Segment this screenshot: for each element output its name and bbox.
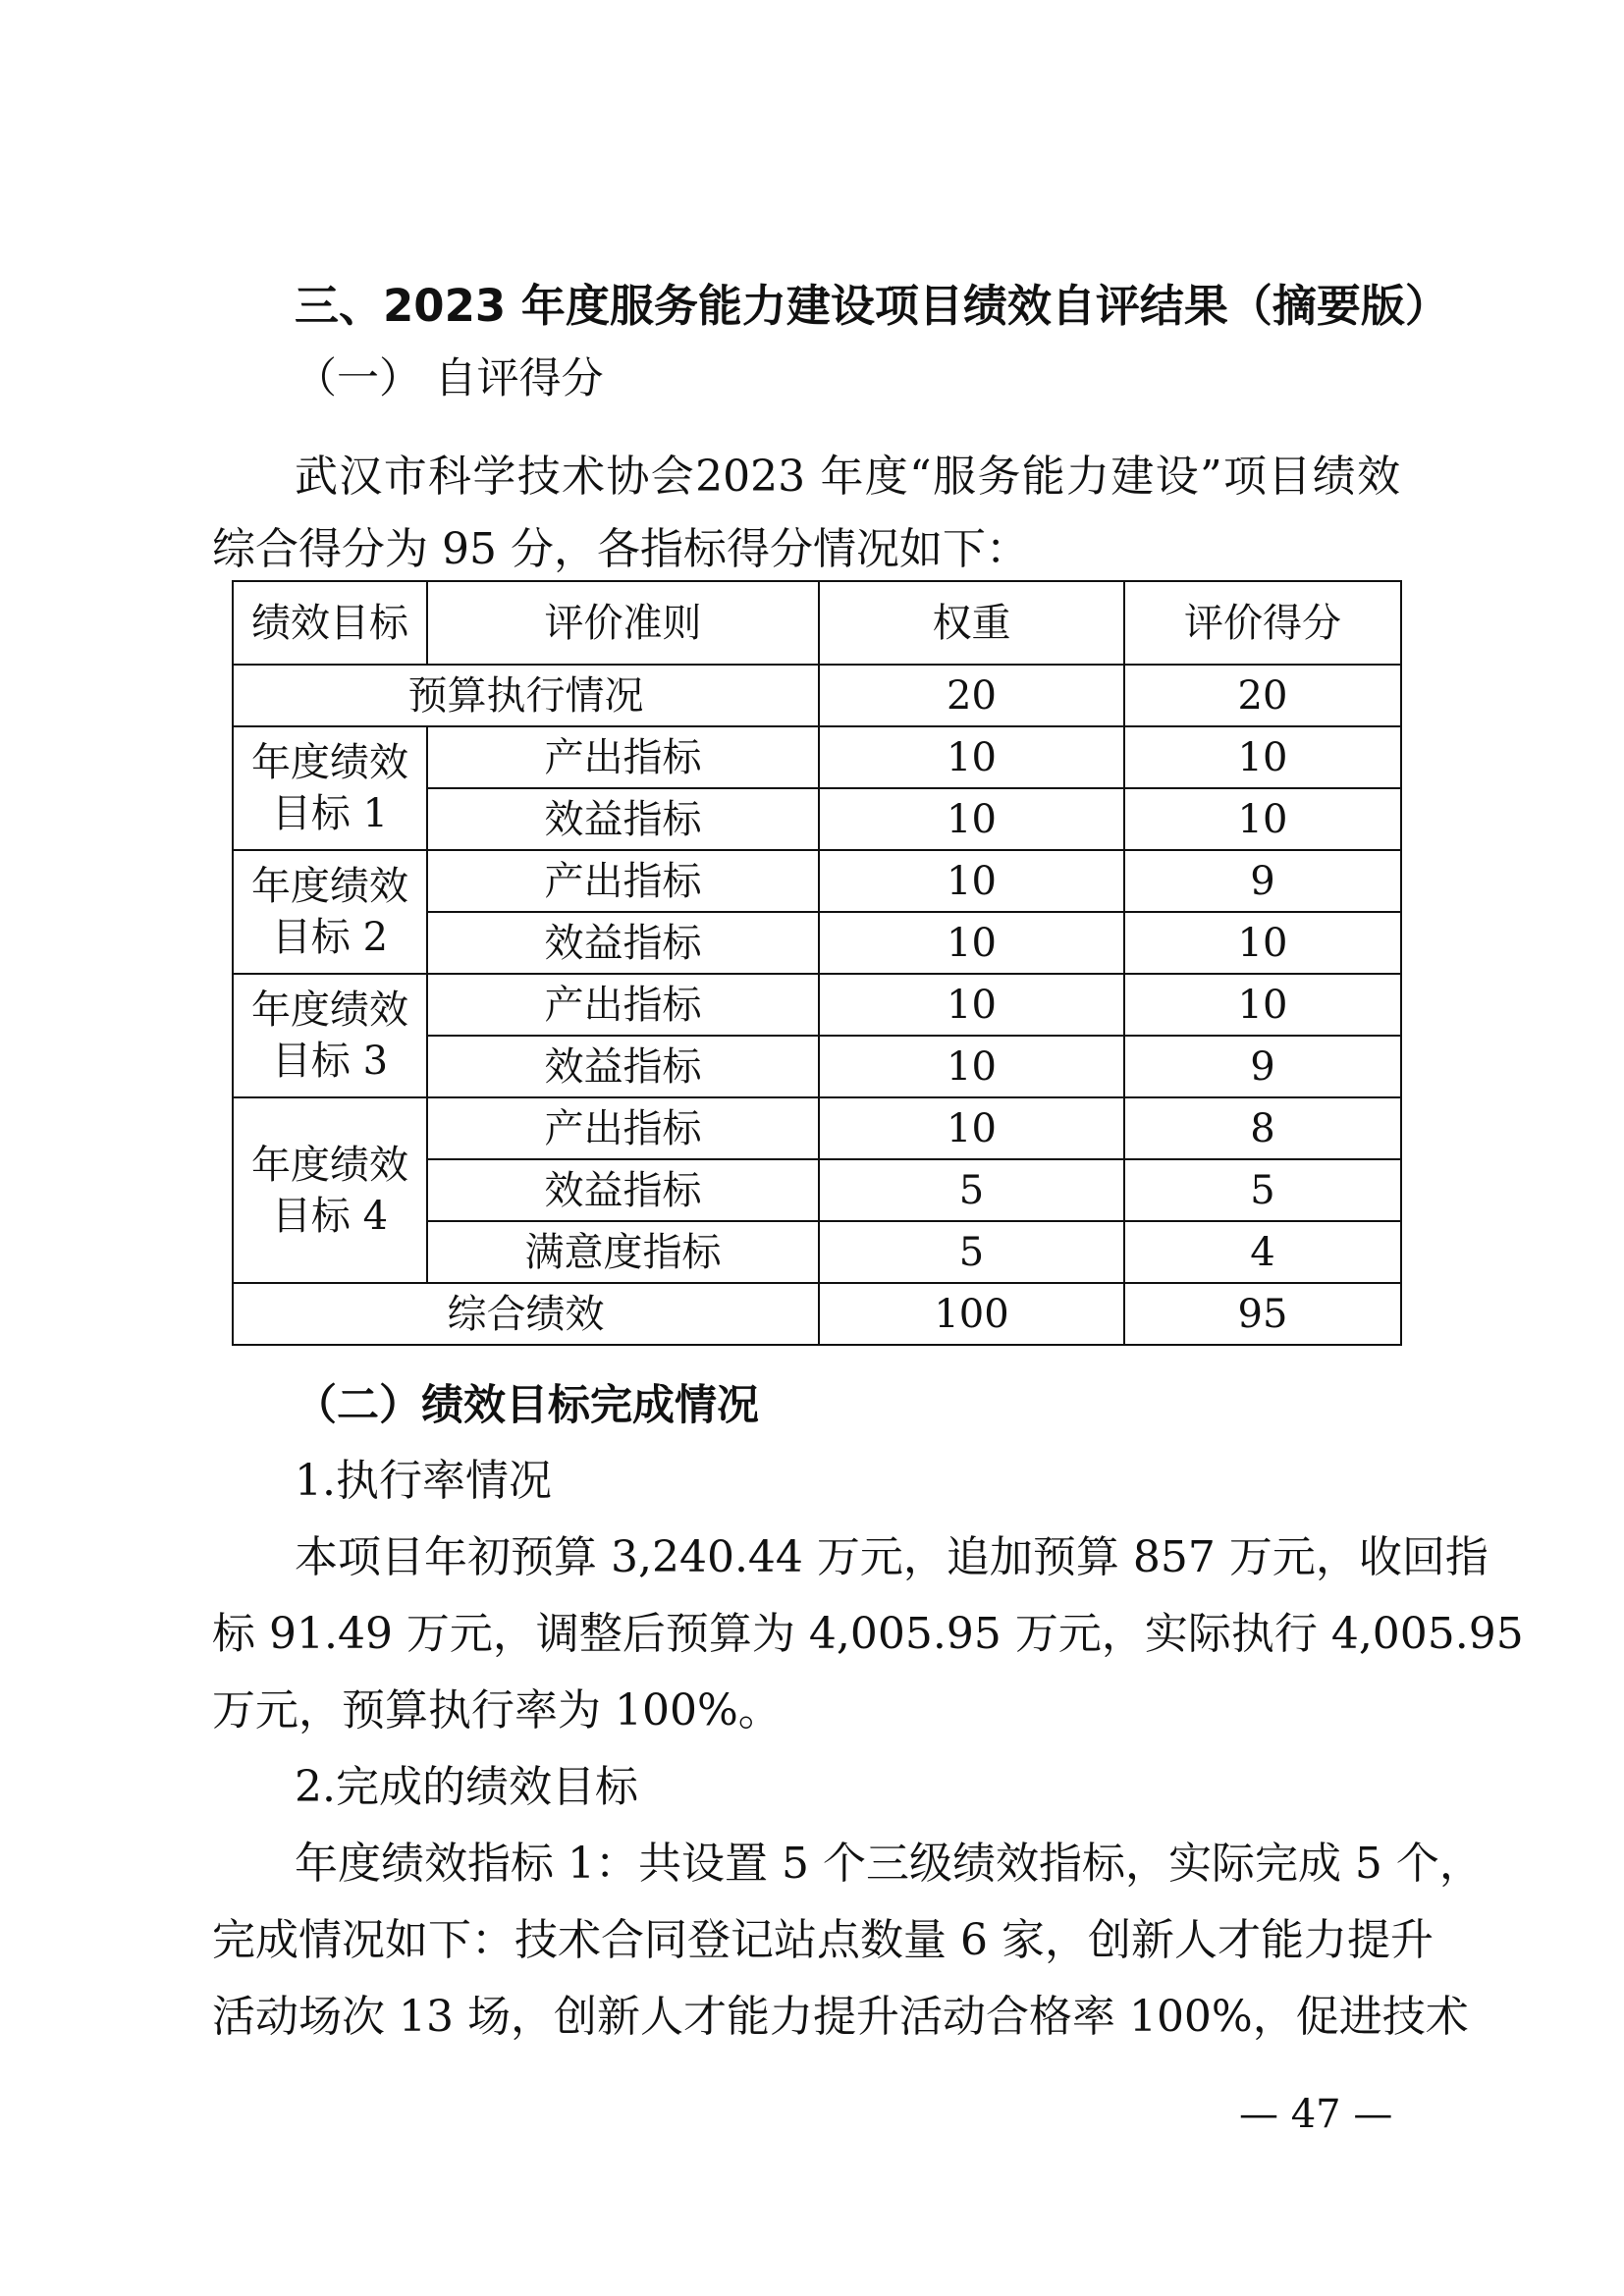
- weight-cell: 10: [819, 850, 1124, 912]
- header-weight: 权重: [819, 581, 1124, 665]
- weight-cell: 10: [819, 912, 1124, 974]
- item-2-line-3: 活动场次 13 场，创新人才能力提升活动合格率 100%，促进技术: [212, 1992, 1469, 2042]
- weight-cell: 5: [819, 1221, 1124, 1283]
- score-cell: 8: [1124, 1097, 1401, 1159]
- goal-name-line2: 目标 1: [271, 791, 389, 836]
- goal-name-cell: [233, 726, 427, 850]
- weight-cell: 10: [819, 1036, 1124, 1097]
- intro-line-2: 综合得分为 95 分，各指标得分情况如下：: [212, 524, 1029, 574]
- weight-cell: 5: [819, 1159, 1124, 1221]
- goal-name-line1: 年度绩效: [251, 1142, 408, 1188]
- header-score: 评价得分: [1124, 581, 1401, 665]
- table-row: [233, 850, 1401, 912]
- score-cell: 10: [1124, 788, 1401, 850]
- table-row: [233, 665, 1401, 726]
- table-row: [233, 1283, 1401, 1345]
- budget-label: 预算执行情况: [233, 665, 819, 726]
- criteria-cell: 产出指标: [427, 850, 819, 912]
- score-cell: 9: [1124, 850, 1401, 912]
- table-row: [233, 974, 1401, 1036]
- score-table: [232, 580, 1402, 1346]
- criteria-cell: 满意度指标: [427, 1221, 819, 1283]
- goal-name-cell: [233, 974, 427, 1097]
- goal-name-line1: 年度绩效: [251, 864, 408, 909]
- goal-name-cell: [233, 1097, 427, 1283]
- item-2-title: 2.完成的绩效目标: [295, 1762, 638, 1812]
- weight-cell: 10: [819, 1097, 1124, 1159]
- total-weight: 100: [819, 1283, 1124, 1345]
- weight-cell: 10: [819, 974, 1124, 1036]
- criteria-cell: 产出指标: [427, 1097, 819, 1159]
- section-1-title: （一） 自评得分: [295, 354, 604, 403]
- score-cell: 10: [1124, 974, 1401, 1036]
- goal-name-line1: 年度绩效: [251, 988, 408, 1033]
- item-1-line-1: 本项目年初预算 3,240.44 万元，追加预算 857 万元，收回指: [295, 1532, 1489, 1582]
- budget-weight: 20: [819, 665, 1124, 726]
- item-2-line-1: 年度绩效指标 1：共设置 5 个三级绩效指标，实际完成 5 个，: [295, 1839, 1483, 1889]
- goal-name-line2: 目标 2: [271, 915, 389, 960]
- criteria-cell: 产出指标: [427, 726, 819, 788]
- criteria-cell: 效益指标: [427, 1159, 819, 1221]
- table-row: [233, 1097, 1401, 1159]
- score-cell: 9: [1124, 1036, 1401, 1097]
- goal-name-cell: [233, 850, 427, 974]
- item-1-line-3: 万元，预算执行率为 100%。: [212, 1685, 782, 1735]
- table-row: [233, 726, 1401, 788]
- total-label: 综合绩效: [233, 1283, 819, 1345]
- item-1-title: 1.执行率情况: [295, 1456, 552, 1506]
- criteria-cell: 效益指标: [427, 1036, 819, 1097]
- item-1-line-2: 标 91.49 万元，调整后预算为 4,005.95 万元，实际执行 4,005.95: [212, 1609, 1524, 1659]
- goal-name-line1: 年度绩效: [251, 740, 408, 785]
- header-goal: 绩效目标: [233, 581, 427, 665]
- score-cell: 10: [1124, 726, 1401, 788]
- weight-cell: 10: [819, 788, 1124, 850]
- score-cell: 10: [1124, 912, 1401, 974]
- goal-name-line2: 目标 4: [271, 1193, 389, 1239]
- criteria-cell: 产出指标: [427, 974, 819, 1036]
- page-heading: 三、2023 年度服务能力建设项目绩效自评结果（摘要版）: [295, 280, 1449, 332]
- goal-name-line2: 目标 3: [271, 1039, 389, 1084]
- criteria-cell: 效益指标: [427, 912, 819, 974]
- total-score: 95: [1124, 1283, 1401, 1345]
- intro-line-1: 武汉市科学技术协会2023 年度“服务能力建设”项目绩效: [295, 452, 1400, 502]
- table-header-row: [233, 581, 1401, 665]
- item-2-line-2: 完成情况如下：技术合同登记站点数量 6 家，创新人才能力提升: [212, 1915, 1434, 1965]
- score-cell: 5: [1124, 1159, 1401, 1221]
- criteria-cell: 效益指标: [427, 788, 819, 850]
- weight-cell: 10: [819, 726, 1124, 788]
- score-cell: 4: [1124, 1221, 1401, 1283]
- budget-score: 20: [1124, 665, 1401, 726]
- header-criteria: 评价准则: [427, 581, 819, 665]
- page-number: — 47 —: [1239, 2092, 1393, 2137]
- section-2-title: （二）绩效目标完成情况: [295, 1381, 759, 1430]
